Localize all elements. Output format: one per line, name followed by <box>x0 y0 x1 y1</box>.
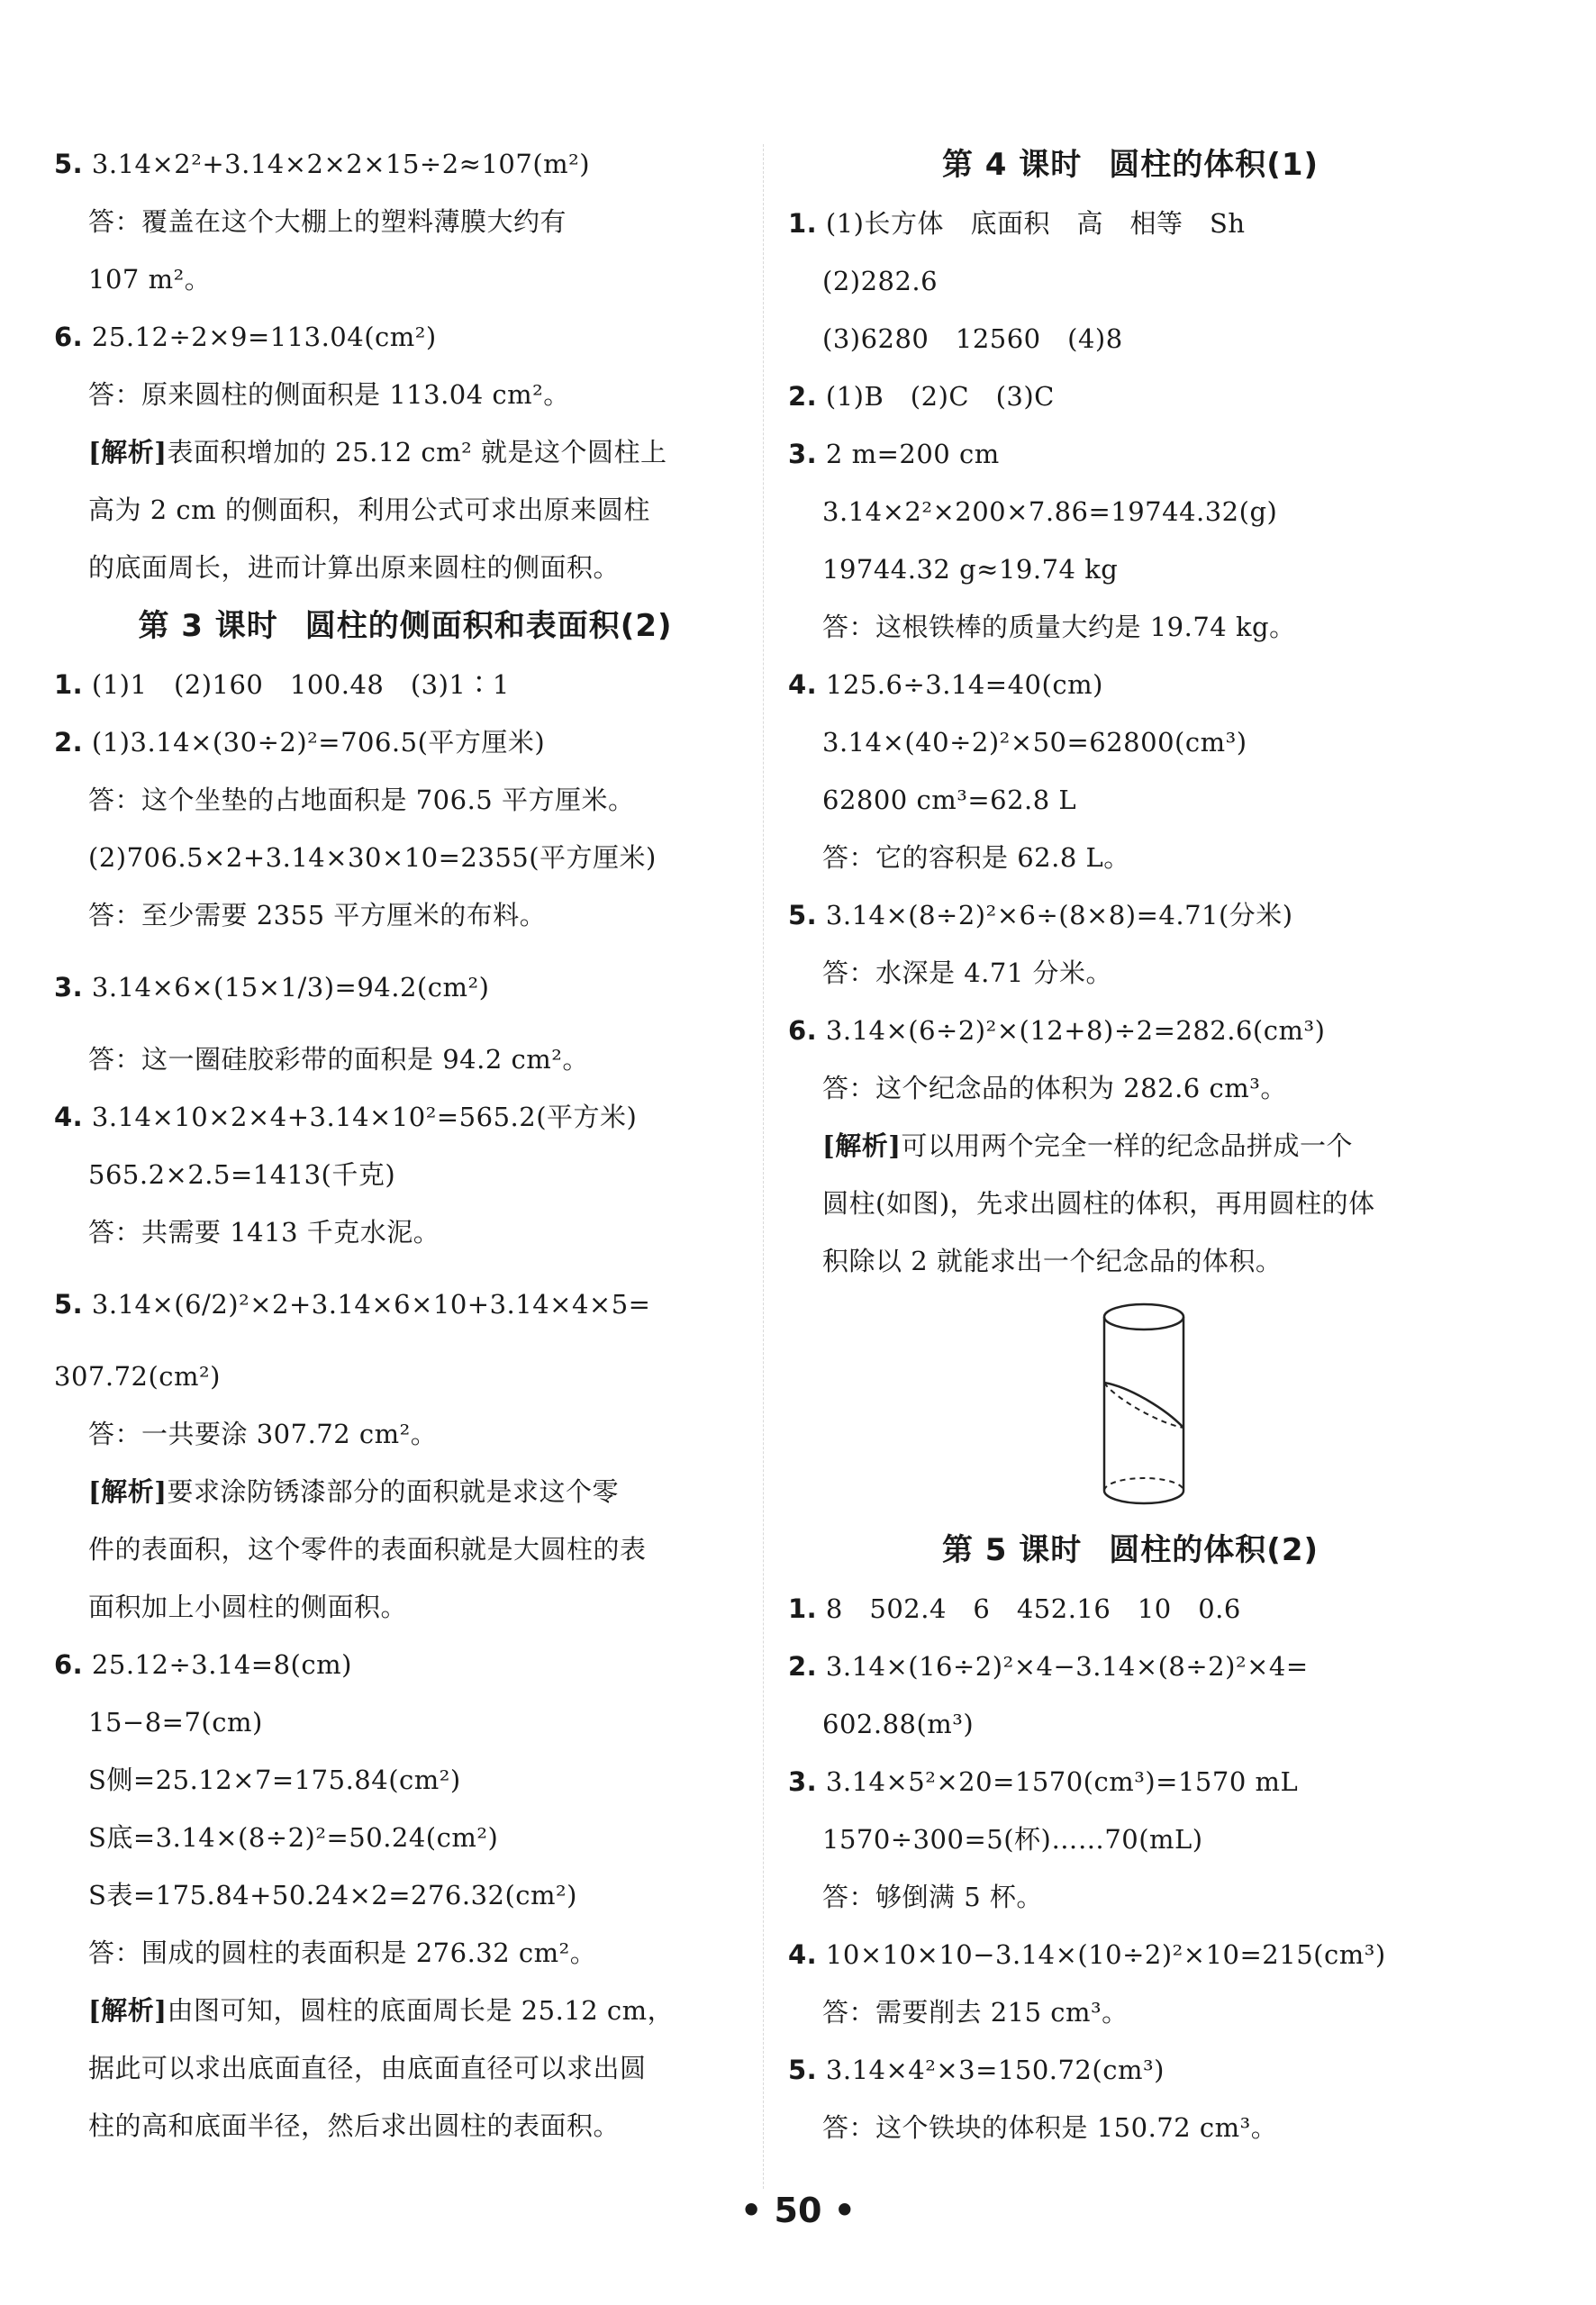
formula: 3.14×(8÷2)²×6÷(8×8)=4.71(分米) <box>825 900 1293 930</box>
formula: 2 m=200 cm <box>825 439 1000 469</box>
column-divider <box>763 144 764 2189</box>
answer-6-line-2: 答：原来圆柱的侧面积是 113.04 cm²。 <box>88 379 570 410</box>
left-column <box>54 135 757 2155</box>
l3-answer-5-line-1 <box>54 1261 757 1348</box>
l3-answer-2-line-2: 答：这个坐垫的占地面积是 706.5 平方厘米。 <box>88 785 635 815</box>
l3-answer-4-line-3: 答：共需要 1413 千克水泥。 <box>88 1217 440 1248</box>
analysis-5-line-2: 件的表面积，这个零件的表面积就是大圆柱的表 <box>88 1534 647 1565</box>
question-number: 5. <box>788 900 818 930</box>
lesson-label: 第 3 课时 <box>138 608 278 644</box>
l3-answer-6-line-4: S底=3.14×(8÷2)²=50.24(cm²) <box>88 1822 499 1853</box>
formula: 25.12÷3.14=8(cm) <box>91 1649 352 1680</box>
question-number: 6. <box>54 322 84 352</box>
formula: 3.14×5²×20=1570(cm³)=1570 mL <box>825 1766 1299 1797</box>
l3-answer-6-line-1 <box>54 1636 757 1693</box>
analysis-tag: [解析] <box>88 1476 168 1507</box>
question-number: 5. <box>54 1289 84 1320</box>
l3-answer-2-line-4: 答：至少需要 2355 平方厘米的布料。 <box>88 900 547 930</box>
cylinder-diagram <box>1094 1297 1193 1513</box>
l4-answer-5-line-1 <box>788 886 1473 944</box>
l5-answer-2-line-1 <box>788 1638 1473 1695</box>
l5-answer-1 <box>788 1580 1473 1638</box>
l3-answer-1 <box>54 656 757 713</box>
l5-answer-3-line-3: 答：够倒满 5 杯。 <box>822 1882 1043 1912</box>
analysis-tag: [解析] <box>88 437 168 467</box>
l4-answer-4-line-3: 62800 cm³=62.8 L <box>822 785 1077 815</box>
lesson-label: 第 4 课时 <box>941 147 1083 183</box>
lesson-5-heading <box>788 1520 1473 1580</box>
l5-answer-2-line-2: 602.88(m³) <box>822 1709 975 1739</box>
formula: 3.14×(6/2)²×2+3.14×6×10+3.14×4×5= <box>91 1289 651 1320</box>
formula: 10×10×10−3.14×(10÷2)²×10=215(cm³) <box>825 1939 1386 1970</box>
l3-answer-6-line-3: S侧=25.12×7=175.84(cm²) <box>88 1765 461 1795</box>
question-number: 4. <box>788 669 818 700</box>
analysis-tag: [解析] <box>88 1995 168 2026</box>
l4-answer-3-line-2: 3.14×2²×200×7.86=19744.32(g) <box>822 496 1278 527</box>
cylinder-figure <box>788 1297 1473 1513</box>
question-number: 1. <box>54 669 84 700</box>
l4-answer-3-line-3: 19744.32 g≈19.74 kg <box>822 554 1119 585</box>
question-number: 2. <box>54 727 84 758</box>
analysis-tag: [解析] <box>822 1130 902 1161</box>
l3-answer-6-line-5: S表=175.84+50.24×2=276.32(cm²) <box>88 1880 577 1910</box>
l4-answer-6-line-1 <box>788 1002 1473 1059</box>
analysis-text: 要求涂防锈漆部分的面积就是求这个零 <box>167 1476 619 1507</box>
l3-answer-6-line-2: 15−8=7(cm) <box>88 1707 263 1738</box>
answer-text: (1)长方体 底面积 高 相等 Sh <box>825 208 1246 239</box>
analysis-5-line-1 <box>54 1463 757 1520</box>
formula: 3.14×10×2×4+3.14×10²=565.2(平方米) <box>91 1102 638 1132</box>
question-number: 2. <box>788 1651 818 1682</box>
lesson-3-heading <box>54 596 757 656</box>
page-number: • 50 • <box>740 2191 856 2230</box>
formula: (1)3.14×(30÷2)²=706.5(平方厘米) <box>91 727 546 758</box>
lesson-title: 圆柱的体积(2) <box>1109 1532 1319 1568</box>
l4-answer-5-line-2: 答：水深是 4.71 分米。 <box>822 957 1113 988</box>
l4-answer-4-line-1 <box>788 656 1473 713</box>
analysis-text: 表面积增加的 25.12 cm² 就是这个圆柱上 <box>167 437 667 467</box>
lesson-4-heading <box>788 135 1473 195</box>
answer-5-line-3: 107 m²。 <box>88 264 212 295</box>
question-number: 2. <box>788 381 818 412</box>
l4-answer-4-line-4: 答：它的容积是 62.8 L。 <box>822 842 1130 873</box>
l3-answer-4-line-2: 565.2×2.5=1413(千克) <box>88 1159 396 1190</box>
lesson-title: 圆柱的侧面积和表面积(2) <box>304 608 673 644</box>
question-number: 1. <box>788 1593 818 1624</box>
l3-answer-5-line-3: 答：一共要涂 307.72 cm²。 <box>88 1419 438 1449</box>
question-number: 1. <box>788 208 818 239</box>
analysis-l4-6-line-3: 积除以 2 就能求出一个纪念品的体积。 <box>822 1246 1283 1276</box>
analysis-l3-6-line-3: 柱的高和底面半径，然后求出圆柱的表面积。 <box>88 2110 621 2141</box>
right-column <box>788 135 1473 2156</box>
answer-text: (1)1 (2)160 100.48 (3)1∶1 <box>91 669 510 700</box>
question-number: 3. <box>54 972 84 1003</box>
formula: 125.6÷3.14=40(cm) <box>825 669 1103 700</box>
formula: 3.14×(16÷2)²×4−3.14×(8÷2)²×4= <box>825 1651 1309 1682</box>
formula: 25.12÷2×9=113.04(cm²) <box>91 322 437 352</box>
analysis-l4-6-line-2: 圆柱(如图)，先求出圆柱的体积，再用圆柱的体 <box>822 1188 1375 1219</box>
l5-answer-5-line-2: 答：这个铁块的体积是 150.72 cm³。 <box>822 2112 1278 2143</box>
question-number: 6. <box>54 1649 84 1680</box>
question-number: 4. <box>54 1102 84 1132</box>
answer-text: 8 502.4 6 452.16 10 0.6 <box>825 1593 1241 1624</box>
lesson-title: 圆柱的体积(1) <box>1109 147 1319 183</box>
question-number: 4. <box>788 1939 818 1970</box>
l4-answer-3-line-1 <box>788 425 1473 483</box>
l4-answer-1-line-3: (3)6280 12560 (4)8 <box>822 323 1123 354</box>
analysis-6-line-3: 的底面周长，进而计算出原来圆柱的侧面积。 <box>88 552 621 583</box>
formula: 3.14×4²×3=150.72(cm³) <box>825 2055 1165 2085</box>
question-number: 3. <box>788 1766 818 1797</box>
formula: 3.14×2²+3.14×2×2×15÷2≈107(m²) <box>91 149 591 179</box>
question-number: 3. <box>788 439 818 469</box>
l5-answer-4-line-2: 答：需要削去 215 cm³。 <box>822 1997 1129 2028</box>
lesson-label: 第 5 课时 <box>941 1532 1083 1568</box>
analysis-5-line-3: 面积加上小圆柱的侧面积。 <box>88 1592 408 1622</box>
l4-answer-4-line-2: 3.14×(40÷2)²×50=62800(cm³) <box>822 727 1247 758</box>
l4-answer-6-line-2: 答：这个纪念品的体积为 282.6 cm³。 <box>822 1073 1287 1103</box>
l3-answer-3-line-2: 答：这一圈硅胶彩带的面积是 94.2 cm²。 <box>88 1044 589 1075</box>
l3-answer-2-line-1 <box>54 713 757 771</box>
answer-6-line-1 <box>54 308 757 366</box>
l4-answer-2 <box>788 368 1473 425</box>
l5-answer-5-line-1 <box>788 2041 1473 2099</box>
question-number: 5. <box>54 149 84 179</box>
l5-answer-3-line-1 <box>788 1753 1473 1810</box>
l4-answer-1-line-1 <box>788 195 1473 252</box>
analysis-text: 可以用两个完全一样的纪念品拼成一个 <box>901 1130 1353 1161</box>
formula: 3.14×6×(15×1/3)=94.2(cm²) <box>91 972 490 1003</box>
analysis-text: 由图可知，圆柱的底面周长是 25.12 cm， <box>167 1995 675 2026</box>
l3-answer-2-line-3: (2)706.5×2+3.14×30×10=2355(平方厘米) <box>88 842 657 873</box>
question-number: 6. <box>788 1015 818 1046</box>
l4-answer-1-line-2: (2)282.6 <box>822 266 939 296</box>
l3-answer-5-line-2: 307.72(cm²) <box>54 1361 221 1392</box>
l5-answer-3-line-2: 1570÷300=5(杯)……70(mL) <box>822 1824 1203 1855</box>
l3-answer-3-line-1 <box>54 944 757 1030</box>
analysis-6-line-2: 高为 2 cm 的侧面积，利用公式可求出原来圆柱 <box>88 495 650 525</box>
analysis-6-line-1 <box>54 423 757 481</box>
answer-text: (1)B (2)C (3)C <box>825 381 1055 412</box>
l3-answer-4-line-1 <box>54 1088 757 1146</box>
l5-answer-4-line-1 <box>788 1926 1473 1983</box>
l3-answer-6-line-6: 答：围成的圆柱的表面积是 276.32 cm²。 <box>88 1937 597 1968</box>
analysis-l4-6-line-1 <box>788 1117 1473 1175</box>
analysis-l3-6-line-2: 据此可以求出底面直径，由底面直径可以求出圆 <box>88 2053 647 2083</box>
analysis-l3-6-line-1 <box>54 1982 757 2039</box>
l4-answer-3-line-4: 答：这根铁棒的质量大约是 19.74 kg。 <box>822 612 1296 642</box>
answer-5-line-1 <box>54 135 757 193</box>
formula: 3.14×(6÷2)²×(12+8)÷2=282.6(cm³) <box>825 1015 1326 1046</box>
answer-5-line-2: 答：覆盖在这个大棚上的塑料薄膜大约有 <box>88 206 567 237</box>
question-number: 5. <box>788 2055 818 2085</box>
